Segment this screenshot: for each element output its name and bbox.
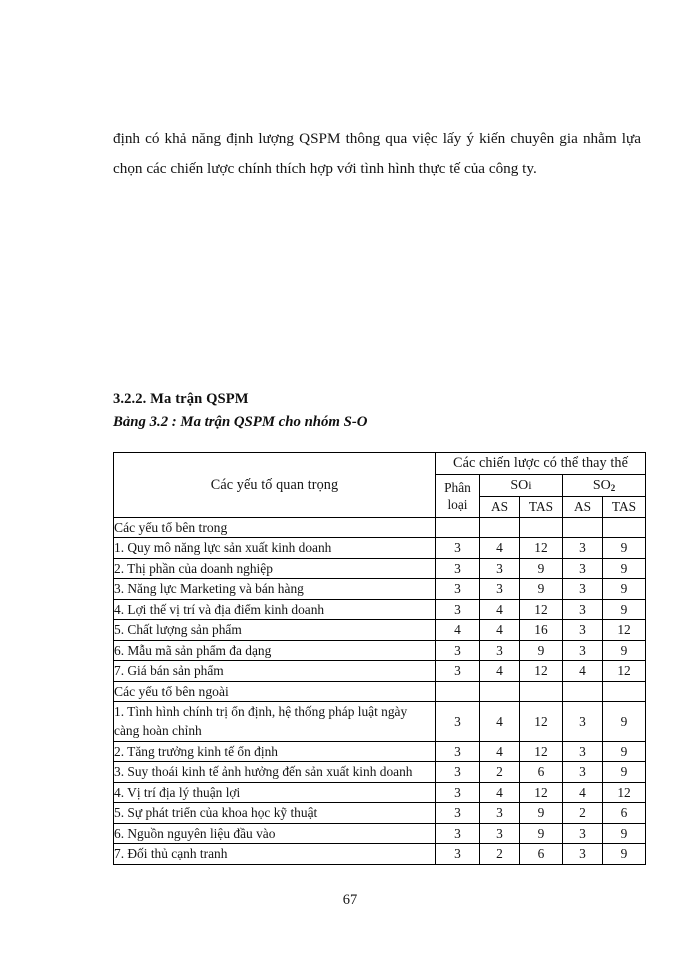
header-strategy-so2 xyxy=(563,475,646,497)
tas-cell-so1: 12 xyxy=(520,538,563,559)
factor-name-cell: 7. Đối thủ cạnh tranh xyxy=(114,844,436,865)
header-rating-line1: Phân xyxy=(444,480,471,495)
tas-cell-so1: 9 xyxy=(520,803,563,824)
as-cell-so2: 3 xyxy=(563,844,603,865)
tas-cell-so1: 6 xyxy=(520,762,563,783)
table-row xyxy=(114,782,646,803)
table-row xyxy=(114,538,646,559)
as-cell-so1: 4 xyxy=(480,620,520,641)
as-cell-so1: 2 xyxy=(480,844,520,865)
header-as-1: AS xyxy=(480,497,520,518)
tas-cell-so2: 12 xyxy=(603,661,646,682)
group-blank-cell xyxy=(480,681,520,701)
as-cell-so1: 4 xyxy=(480,538,520,559)
table-group-row xyxy=(114,518,646,538)
table-row xyxy=(114,599,646,620)
header-tas-1: TAS xyxy=(520,497,563,518)
header-alternative-strategies: Các chiến lược có thể thay thế xyxy=(436,453,646,475)
table-row xyxy=(114,640,646,661)
as-cell-so2: 3 xyxy=(563,762,603,783)
as-cell-so1: 4 xyxy=(480,599,520,620)
rating-cell: 3 xyxy=(436,599,480,620)
factor-name-cell: 4. Lợi thế vị trí và địa điểm kinh doanh xyxy=(114,599,436,620)
rating-cell: 3 xyxy=(436,579,480,600)
tas-cell-so2: 9 xyxy=(603,844,646,865)
group-title: Các yếu tố bên trong xyxy=(114,518,436,538)
table-body xyxy=(114,518,646,865)
as-cell-so1: 3 xyxy=(480,558,520,579)
as-cell-so2: 4 xyxy=(563,661,603,682)
tas-cell-so2: 12 xyxy=(603,620,646,641)
table-row xyxy=(114,762,646,783)
as-cell-so1: 4 xyxy=(480,661,520,682)
table-group-row xyxy=(114,681,646,701)
tas-cell-so2: 12 xyxy=(603,782,646,803)
header-strategy-so1-subscript: i xyxy=(528,478,532,492)
factor-name-cell: 6. Mẫu mã sản phẩm đa dạng xyxy=(114,640,436,661)
header-strategy-so2-subscript: 2 xyxy=(610,482,616,493)
as-cell-so1: 3 xyxy=(480,640,520,661)
intro-paragraph: định có khả năng định lượng QSPM thông qua việc lấy ý kiến chuyên gia nhằm lựa chọn các chiến lược chính thích hợp với tình hình thực tế của công ty. xyxy=(113,130,641,178)
as-cell-so2: 3 xyxy=(563,558,603,579)
as-cell-so2: 3 xyxy=(563,620,603,641)
table-row xyxy=(114,661,646,682)
tas-cell-so2: 9 xyxy=(603,579,646,600)
table-row xyxy=(114,579,646,600)
factor-name-cell: 5. Chất lượng sản phẩm xyxy=(114,620,436,641)
group-blank-cell xyxy=(520,681,563,701)
section-heading: 3.2.2. Ma trận QSPM xyxy=(113,390,249,407)
group-blank-cell xyxy=(436,518,480,538)
tas-cell-so2: 9 xyxy=(603,640,646,661)
factor-name-cell: 5. Sự phát triển của khoa học kỹ thuật xyxy=(114,803,436,824)
rating-cell: 3 xyxy=(436,823,480,844)
factor-name-cell: 1. Tình hình chính trị ổn định, hệ thống pháp luật ngày càng hoàn chỉnh xyxy=(114,701,436,741)
tas-cell-so1: 12 xyxy=(520,599,563,620)
group-blank-cell xyxy=(563,681,603,701)
header-strategy-so2-text: SO xyxy=(592,477,611,493)
tas-cell-so1: 12 xyxy=(520,701,563,741)
as-cell-so1: 2 xyxy=(480,762,520,783)
tas-cell-so1: 6 xyxy=(520,844,563,865)
group-title: Các yếu tố bên ngoài xyxy=(114,681,436,701)
rating-cell: 3 xyxy=(436,741,480,762)
qspm-matrix-table xyxy=(113,452,646,865)
tas-cell-so2: 9 xyxy=(603,762,646,783)
tas-cell-so2: 6 xyxy=(603,803,646,824)
as-cell-so2: 3 xyxy=(563,823,603,844)
tas-cell-so1: 12 xyxy=(520,782,563,803)
factor-name-cell: 2. Tăng trưởng kinh tế ổn định xyxy=(114,741,436,762)
as-cell-so2: 3 xyxy=(563,741,603,762)
table-row xyxy=(114,823,646,844)
header-tas-2: TAS xyxy=(603,497,646,518)
page-number: 67 xyxy=(342,892,358,908)
tas-cell-so2: 9 xyxy=(603,823,646,844)
as-cell-so2: 3 xyxy=(563,599,603,620)
rating-cell: 3 xyxy=(436,538,480,559)
as-cell-so2: 3 xyxy=(563,640,603,661)
tas-cell-so1: 9 xyxy=(520,823,563,844)
header-important-factors: Các yếu tố quan trọng xyxy=(114,453,436,518)
as-cell-so1: 4 xyxy=(480,741,520,762)
tas-cell-so1: 12 xyxy=(520,741,563,762)
as-cell-so2: 3 xyxy=(563,538,603,559)
header-row-top xyxy=(114,453,646,475)
factor-name-cell: 4. Vị trí địa lý thuận lợi xyxy=(114,782,436,803)
rating-cell: 3 xyxy=(436,782,480,803)
header-rating-line2: loại xyxy=(447,497,468,512)
rating-cell: 3 xyxy=(436,762,480,783)
factor-name-cell: 3. Năng lực Marketing và bán hàng xyxy=(114,579,436,600)
tas-cell-so1: 12 xyxy=(520,661,563,682)
group-blank-cell xyxy=(603,518,646,538)
factor-name-cell: 3. Suy thoái kinh tế ảnh hưởng đến sản xuất kinh doanh xyxy=(114,762,436,783)
factor-name-cell: 6. Nguồn nguyên liệu đầu vào xyxy=(114,823,436,844)
table-row xyxy=(114,620,646,641)
as-cell-so1: 3 xyxy=(480,579,520,600)
table-header xyxy=(114,453,646,518)
as-cell-so2: 2 xyxy=(563,803,603,824)
as-cell-so2: 3 xyxy=(563,579,603,600)
header-strategy-so1-text: SO xyxy=(510,478,529,493)
rating-cell: 3 xyxy=(436,701,480,741)
rating-cell: 4 xyxy=(436,620,480,641)
header-strategy-so1 xyxy=(480,475,563,497)
group-blank-cell xyxy=(436,681,480,701)
group-blank-cell xyxy=(563,518,603,538)
as-cell-so2: 4 xyxy=(563,782,603,803)
factor-name-cell: 7. Giá bán sản phẩm xyxy=(114,661,436,682)
tas-cell-so1: 16 xyxy=(520,620,563,641)
header-as-2: AS xyxy=(563,497,603,518)
tas-cell-so2: 9 xyxy=(603,741,646,762)
as-cell-so1: 4 xyxy=(480,701,520,741)
table-row xyxy=(114,701,646,741)
table-row xyxy=(114,803,646,824)
rating-cell: 3 xyxy=(436,844,480,865)
tas-cell-so1: 9 xyxy=(520,640,563,661)
as-cell-so1: 4 xyxy=(480,782,520,803)
header-rating xyxy=(436,475,480,518)
as-cell-so2: 3 xyxy=(563,701,603,741)
as-cell-so1: 3 xyxy=(480,803,520,824)
tas-cell-so1: 9 xyxy=(520,579,563,600)
group-blank-cell xyxy=(520,518,563,538)
rating-cell: 3 xyxy=(436,558,480,579)
table-caption: Bảng 3.2 : Ma trận QSPM cho nhóm S-O xyxy=(113,414,368,430)
tas-cell-so2: 9 xyxy=(603,558,646,579)
qspm-table-container xyxy=(113,452,645,865)
factor-name-cell: 2. Thị phần của doanh nghiệp xyxy=(114,558,436,579)
rating-cell: 3 xyxy=(436,803,480,824)
group-blank-cell xyxy=(603,681,646,701)
group-blank-cell xyxy=(480,518,520,538)
table-row xyxy=(114,844,646,865)
tas-cell-so2: 9 xyxy=(603,599,646,620)
tas-cell-so2: 9 xyxy=(603,701,646,741)
table-row xyxy=(114,741,646,762)
rating-cell: 3 xyxy=(436,661,480,682)
tas-cell-so2: 9 xyxy=(603,538,646,559)
tas-cell-so1: 9 xyxy=(520,558,563,579)
rating-cell: 3 xyxy=(436,640,480,661)
table-row xyxy=(114,558,646,579)
as-cell-so1: 3 xyxy=(480,823,520,844)
factor-name-cell: 1. Quy mô năng lực sản xuất kinh doanh xyxy=(114,538,436,559)
